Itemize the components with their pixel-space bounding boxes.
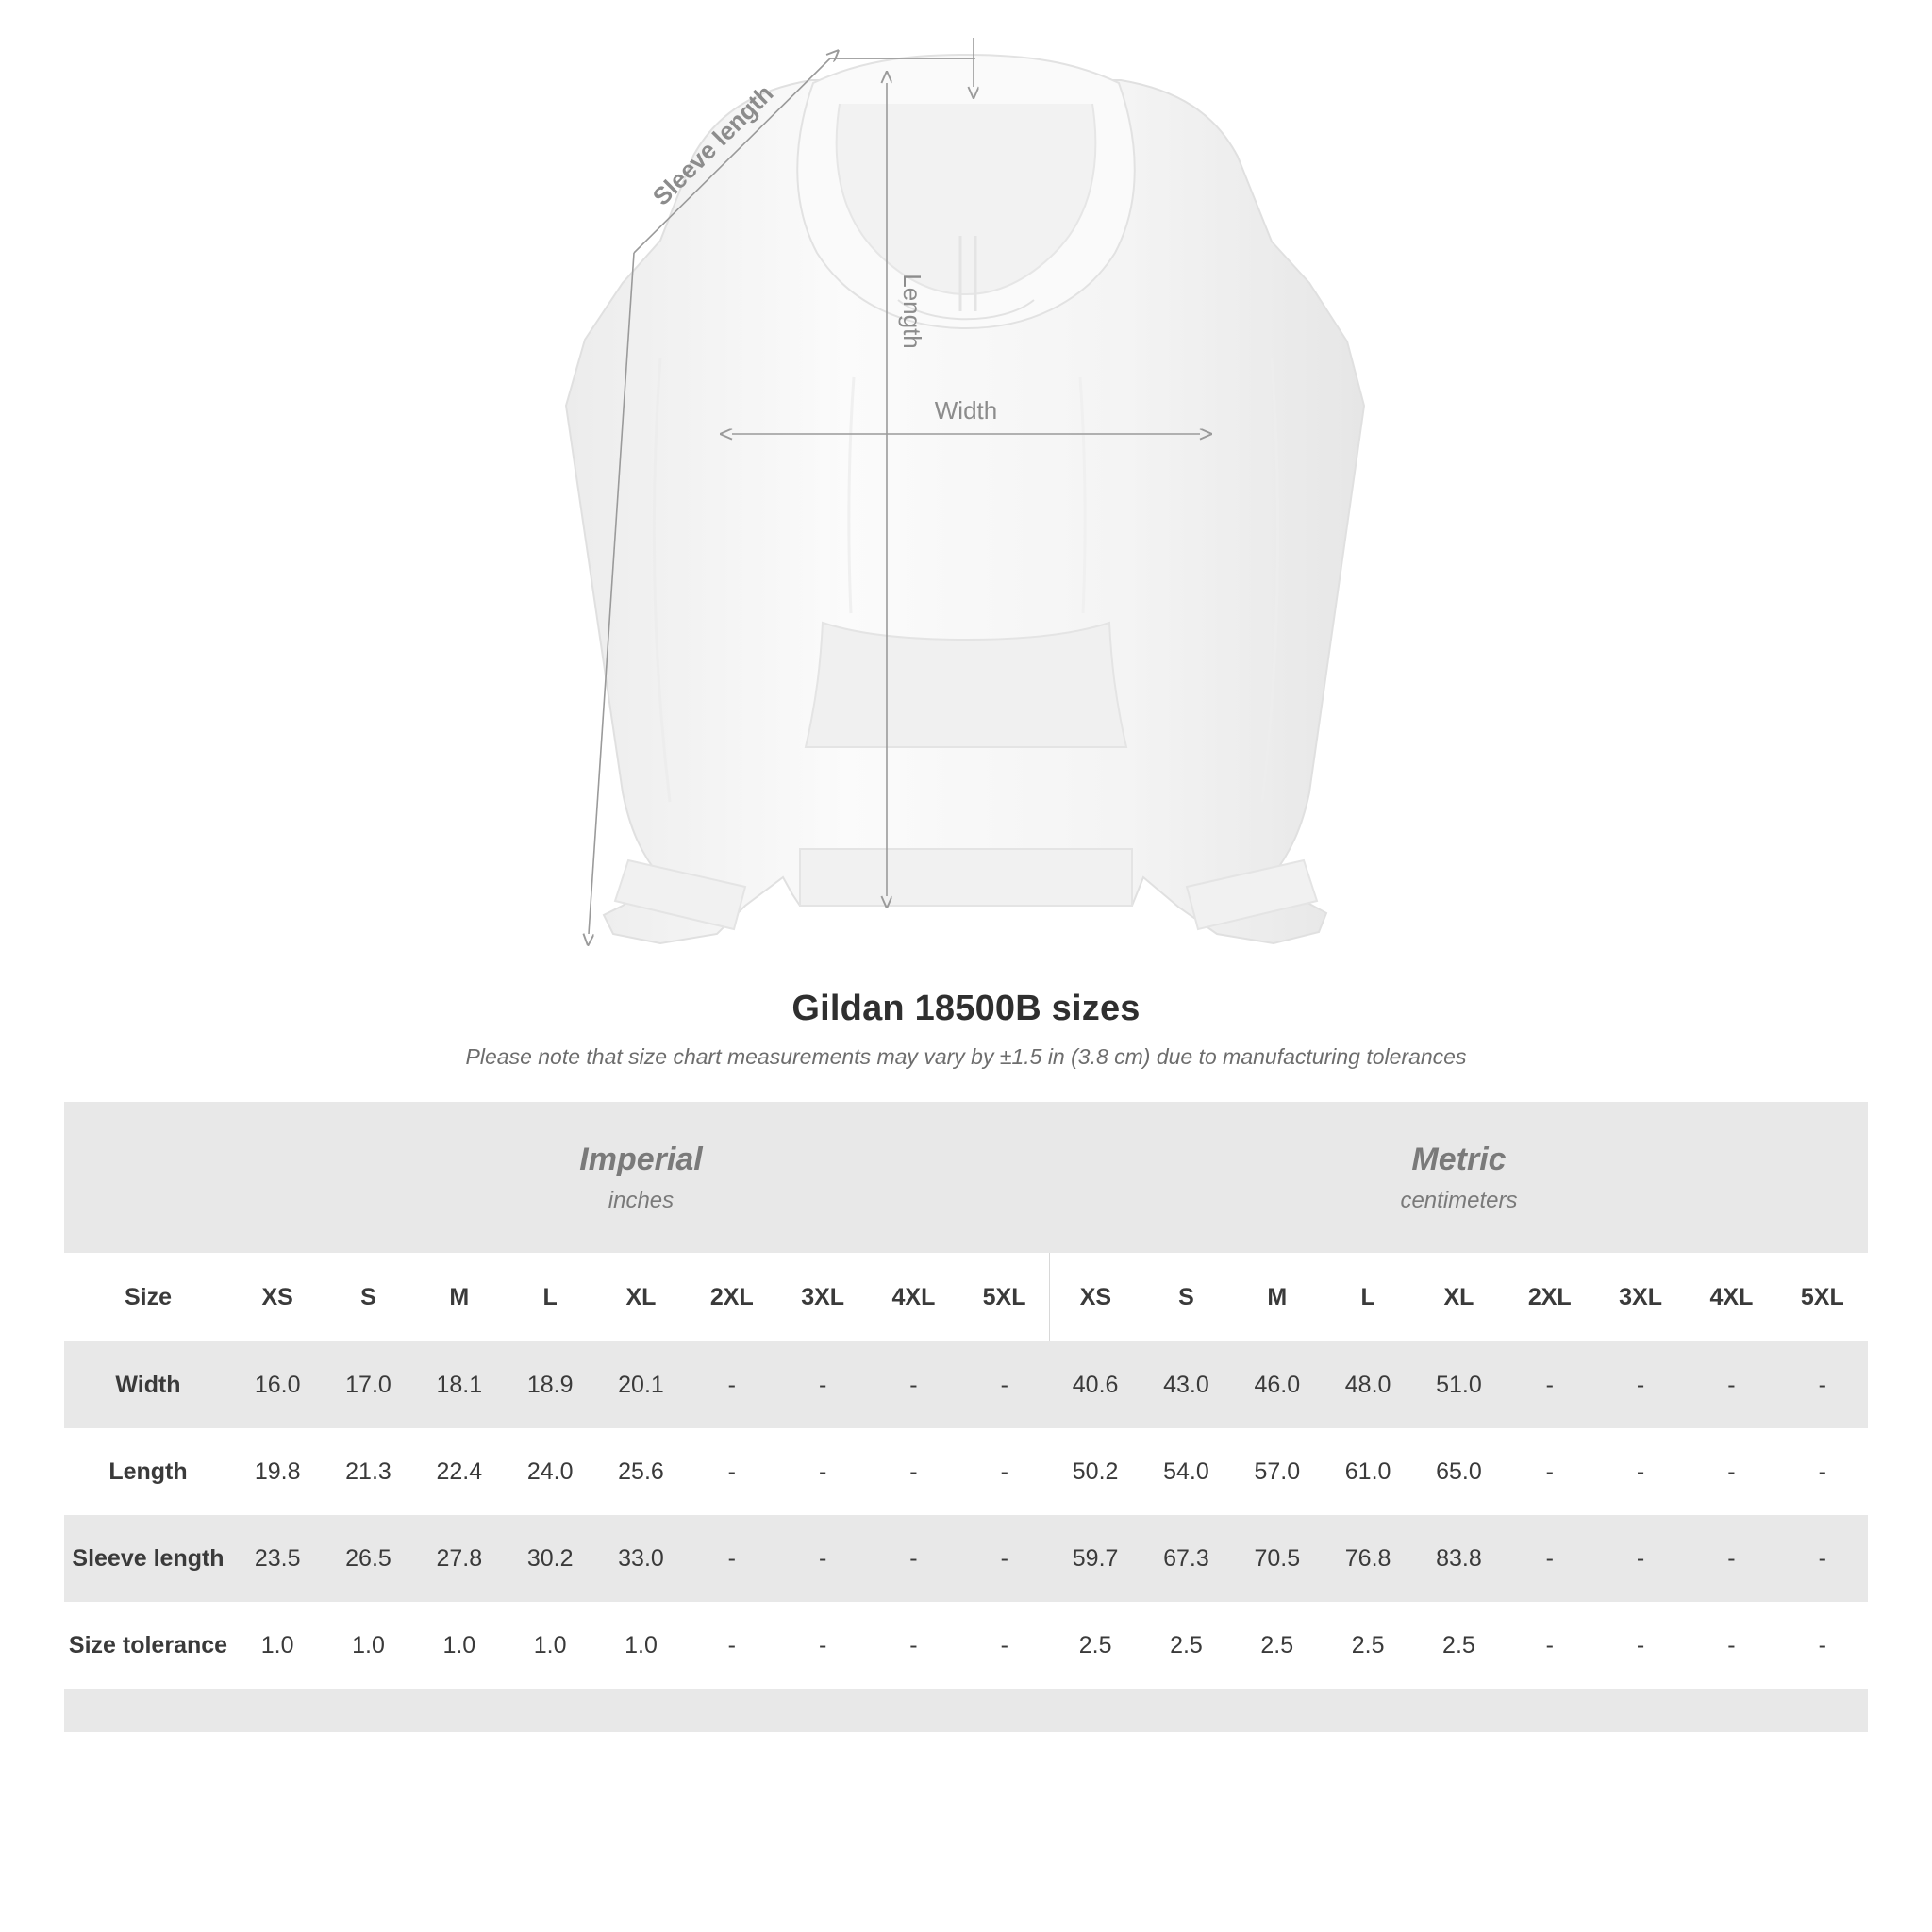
size-header-imperial-xl: XL [595,1253,686,1341]
cell-width-metric-4xl: - [1686,1341,1776,1428]
cell-tolerance-metric-2xl: - [1505,1602,1595,1689]
unit-header-spacer [64,1102,232,1253]
row-label-size-tolerance: Size tolerance [64,1602,232,1689]
page-title: Gildan 18500B sizes [791,989,1141,1028]
cell-length-imperial-m: 22.4 [414,1428,505,1515]
cell-sleeve-metric-xl: 83.8 [1413,1515,1504,1602]
cell-tolerance-imperial-5xl: - [959,1602,1050,1689]
label-length: Length [898,274,926,349]
title-block [0,989,1932,1070]
cell-width-metric-5xl: - [1777,1341,1868,1428]
cell-sleeve-imperial-s: 26.5 [323,1515,413,1602]
cell-width-imperial-l: 18.9 [505,1341,595,1428]
cell-tolerance-metric-4xl: - [1686,1602,1776,1689]
cell-tolerance-imperial-3xl: - [777,1602,868,1689]
size-header-label: Size [64,1253,232,1341]
table-footer-spacer [64,1689,1868,1732]
cell-length-metric-l: 61.0 [1323,1428,1413,1515]
cell-width-imperial-xs: 16.0 [232,1341,323,1428]
cell-length-imperial-5xl: - [959,1428,1050,1515]
cell-sleeve-imperial-xs: 23.5 [232,1515,323,1602]
size-header-metric-5xl: 5XL [1777,1253,1868,1341]
cell-width-imperial-xl: 20.1 [595,1341,686,1428]
cell-length-metric-3xl: - [1595,1428,1686,1515]
size-header-metric-2xl: 2XL [1505,1253,1595,1341]
cell-width-imperial-4xl: - [868,1341,958,1428]
cell-width-imperial-m: 18.1 [414,1341,505,1428]
cell-sleeve-metric-4xl: - [1686,1515,1776,1602]
cell-sleeve-imperial-5xl: - [959,1515,1050,1602]
cell-width-metric-s: 43.0 [1141,1341,1231,1428]
unit-header-row [64,1102,1868,1253]
table-row [64,1602,1868,1689]
cell-width-metric-3xl: - [1595,1341,1686,1428]
cell-length-imperial-l: 24.0 [505,1428,595,1515]
cell-width-imperial-2xl: - [687,1341,777,1428]
cell-length-imperial-3xl: - [777,1428,868,1515]
row-label-width: Width [64,1341,232,1428]
cell-length-imperial-xl: 25.6 [595,1428,686,1515]
cell-tolerance-imperial-2xl: - [687,1602,777,1689]
cell-width-imperial-5xl: - [959,1341,1050,1428]
cell-tolerance-metric-xl: 2.5 [1413,1602,1504,1689]
cell-width-imperial-s: 17.0 [323,1341,413,1428]
cell-sleeve-imperial-m: 27.8 [414,1515,505,1602]
size-header-imperial-5xl: 5XL [959,1253,1050,1341]
cell-tolerance-metric-l: 2.5 [1323,1602,1413,1689]
cell-sleeve-imperial-3xl: - [777,1515,868,1602]
cell-sleeve-metric-s: 67.3 [1141,1515,1231,1602]
size-header-imperial-3xl: 3XL [777,1253,868,1341]
unit-sub-metric: centimeters [1400,1187,1518,1213]
table-footer-row [64,1689,1868,1732]
cell-length-imperial-4xl: - [868,1428,958,1515]
size-header-metric-4xl: 4XL [1686,1253,1776,1341]
unit-group-metric [1050,1102,1868,1253]
cell-length-imperial-s: 21.3 [323,1428,413,1515]
cell-tolerance-metric-m: 2.5 [1232,1602,1323,1689]
cell-sleeve-metric-m: 70.5 [1232,1515,1323,1602]
row-label-sleeve-length: Sleeve length [64,1515,232,1602]
cell-width-imperial-3xl: - [777,1341,868,1428]
cell-sleeve-imperial-xl: 33.0 [595,1515,686,1602]
cell-length-metric-4xl: - [1686,1428,1776,1515]
cell-sleeve-metric-5xl: - [1777,1515,1868,1602]
table-row [64,1515,1868,1602]
size-header-metric-l: L [1323,1253,1413,1341]
size-table [64,1102,1868,1732]
cell-length-metric-m: 57.0 [1232,1428,1323,1515]
size-header-metric-xl: XL [1413,1253,1504,1341]
size-header-imperial-4xl: 4XL [868,1253,958,1341]
size-header-metric-m: M [1232,1253,1323,1341]
cell-width-metric-l: 48.0 [1323,1341,1413,1428]
cell-sleeve-imperial-l: 30.2 [505,1515,595,1602]
cell-length-metric-xl: 65.0 [1413,1428,1504,1515]
cell-tolerance-metric-5xl: - [1777,1602,1868,1689]
table-row [64,1341,1868,1428]
size-header-row [64,1253,1868,1341]
cell-tolerance-imperial-m: 1.0 [414,1602,505,1689]
unit-name-imperial: Imperial [579,1141,703,1177]
cell-tolerance-imperial-xl: 1.0 [595,1602,686,1689]
table-row [64,1428,1868,1515]
cell-length-metric-5xl: - [1777,1428,1868,1515]
unit-name-metric: Metric [1411,1141,1507,1177]
cell-sleeve-metric-l: 76.8 [1323,1515,1413,1602]
cell-sleeve-metric-3xl: - [1595,1515,1686,1602]
size-header-imperial-l: L [505,1253,595,1341]
cell-length-imperial-2xl: - [687,1428,777,1515]
cell-width-metric-2xl: - [1505,1341,1595,1428]
cell-length-imperial-xs: 19.8 [232,1428,323,1515]
cell-sleeve-metric-2xl: - [1505,1515,1595,1602]
size-header-metric-s: S [1141,1253,1231,1341]
unit-group-imperial [232,1102,1050,1253]
cell-width-metric-m: 46.0 [1232,1341,1323,1428]
tolerance-note: Please note that size chart measurements may vary by ±1.5 in (3.8 cm) due to manufacturing tolerances [465,1044,1467,1069]
size-header-imperial-2xl: 2XL [687,1253,777,1341]
cell-length-metric-2xl: - [1505,1428,1595,1515]
cell-tolerance-imperial-xs: 1.0 [232,1602,323,1689]
size-table-wrapper [64,1102,1868,1732]
cell-width-metric-xl: 51.0 [1413,1341,1504,1428]
cell-tolerance-metric-3xl: - [1595,1602,1686,1689]
size-header-metric-3xl: 3XL [1595,1253,1686,1341]
cell-length-metric-xs: 50.2 [1050,1428,1141,1515]
cell-tolerance-metric-xs: 2.5 [1050,1602,1141,1689]
size-header-imperial-s: S [323,1253,413,1341]
cell-tolerance-imperial-l: 1.0 [505,1602,595,1689]
cell-tolerance-imperial-4xl: - [868,1602,958,1689]
cell-width-metric-xs: 40.6 [1050,1341,1141,1428]
cell-sleeve-imperial-4xl: - [868,1515,958,1602]
label-sleeve-length: Sleeve length [646,78,779,211]
row-label-length: Length [64,1428,232,1515]
size-header-metric-xs: XS [1050,1253,1141,1341]
size-header-imperial-xs: XS [232,1253,323,1341]
label-width: Width [934,396,998,425]
cell-tolerance-metric-s: 2.5 [1141,1602,1231,1689]
size-header-imperial-m: M [414,1253,505,1341]
cell-tolerance-imperial-s: 1.0 [323,1602,413,1689]
unit-sub-imperial: inches [608,1187,675,1213]
cell-sleeve-metric-xs: 59.7 [1050,1515,1141,1602]
cell-length-metric-s: 54.0 [1141,1428,1231,1515]
cell-sleeve-imperial-2xl: - [687,1515,777,1602]
